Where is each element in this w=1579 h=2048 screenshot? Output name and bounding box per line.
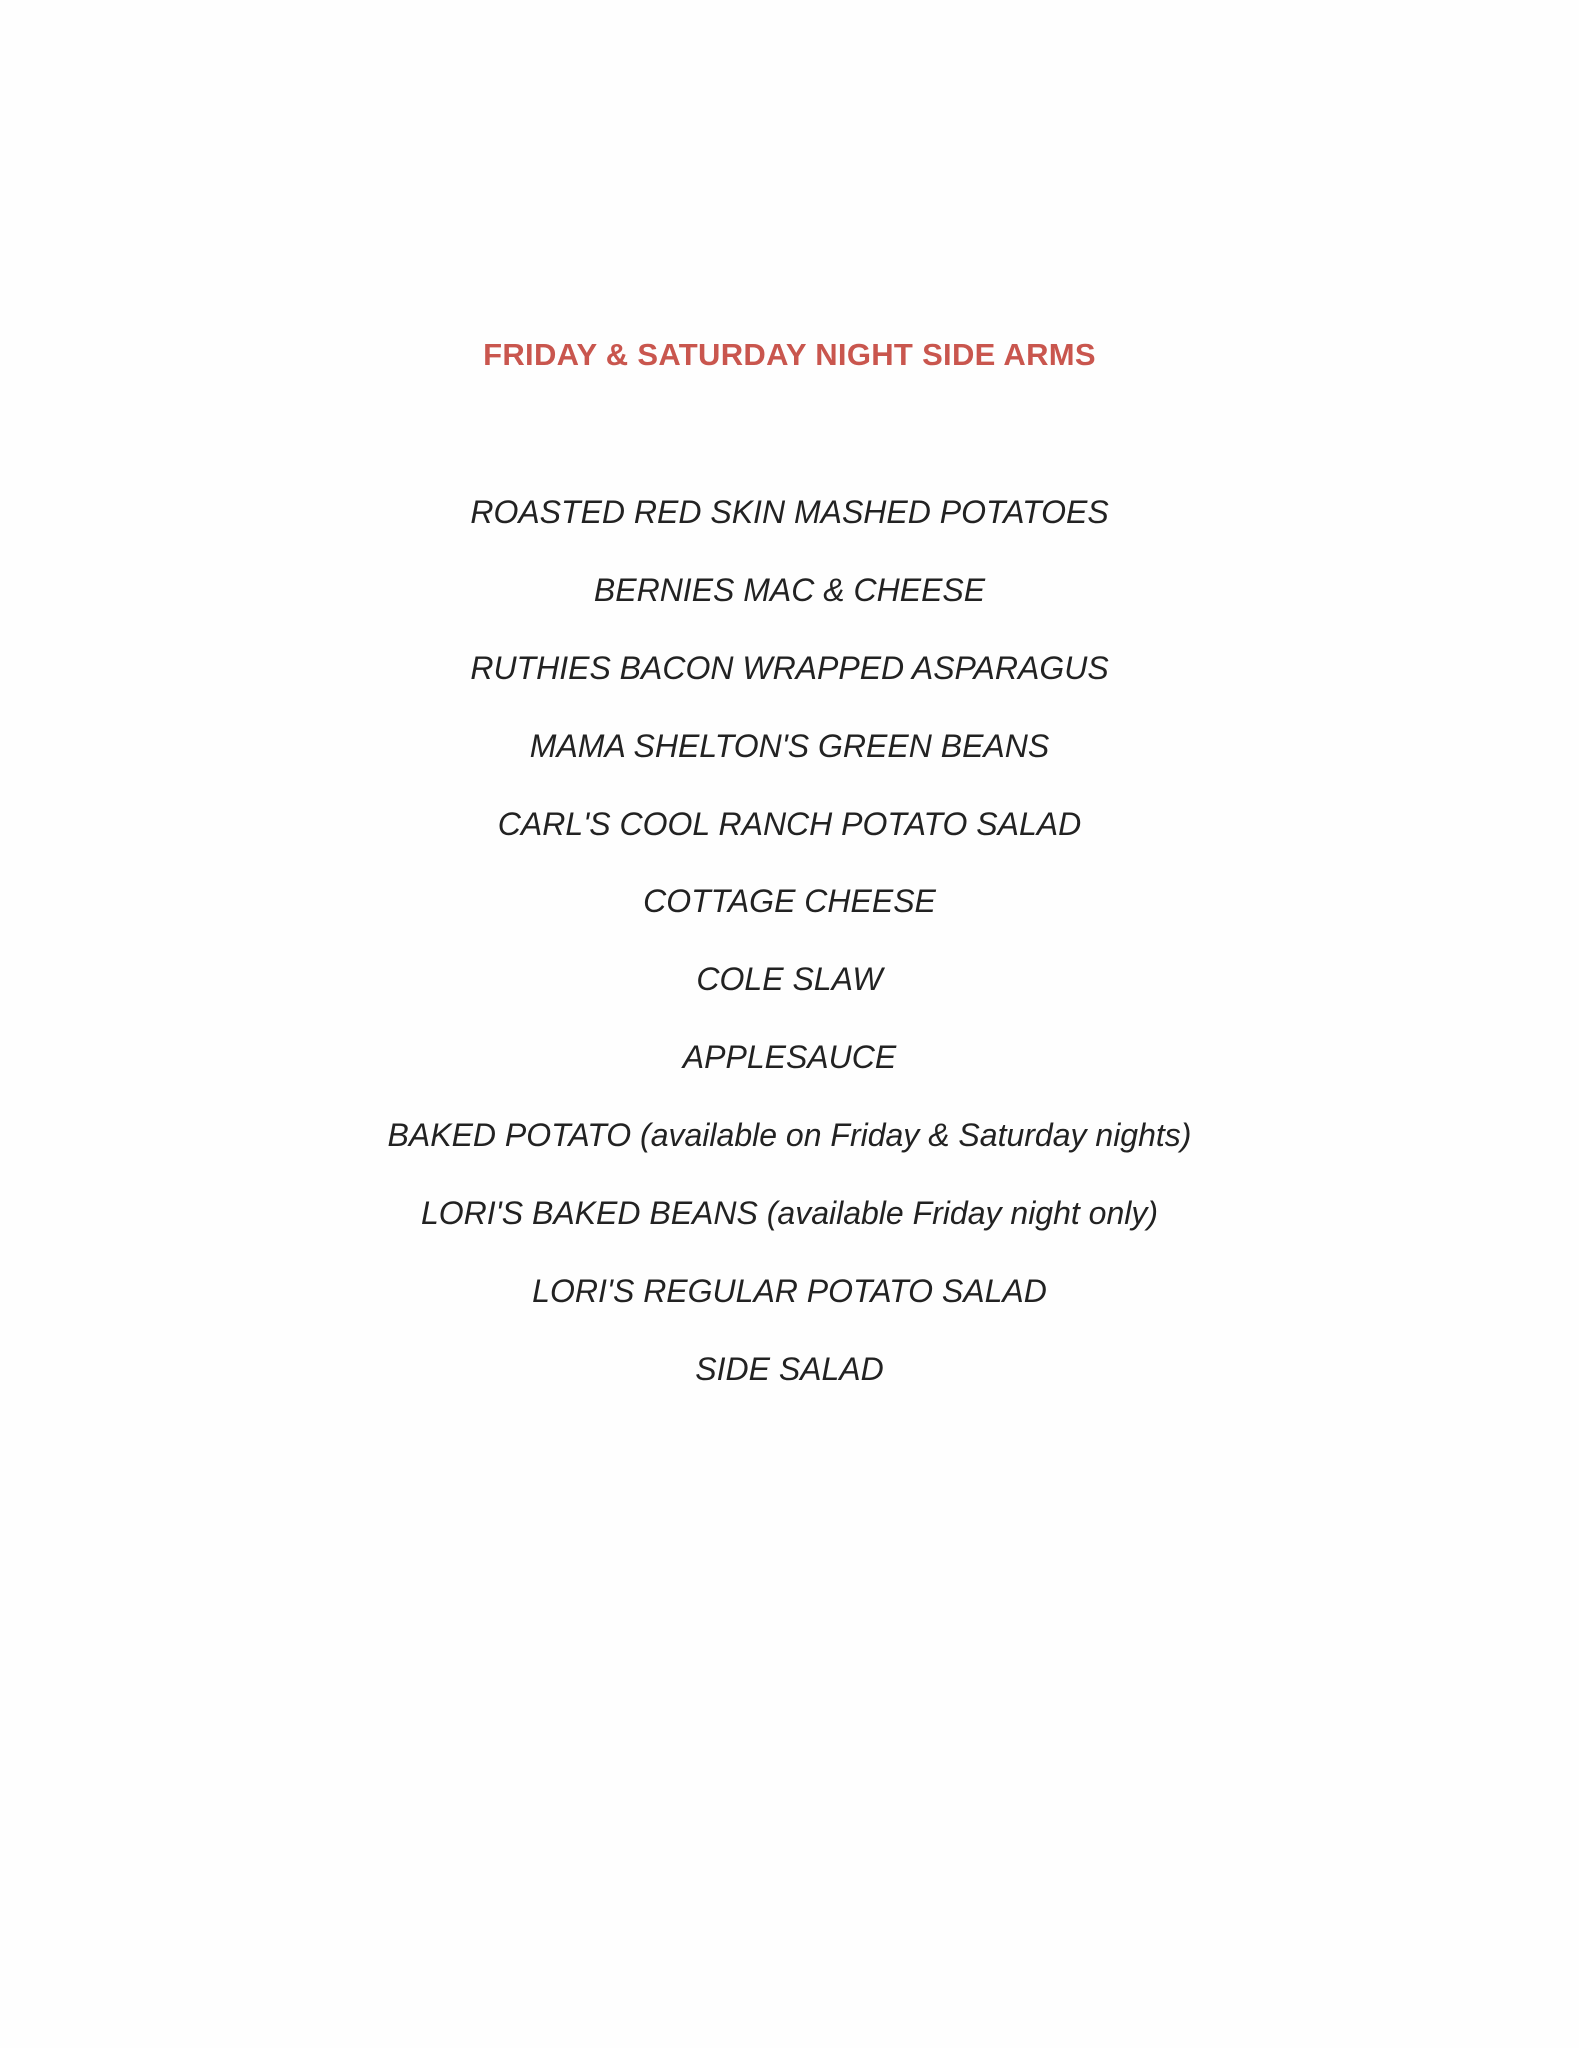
side-item: COTTAGE CHEESE — [643, 883, 936, 920]
side-item: MAMA SHELTON'S GREEN BEANS — [529, 727, 1050, 764]
side-item: ROASTED RED SKIN MASHED POTATOES — [470, 494, 1109, 530]
side-item: APPLESAUCE — [682, 1039, 897, 1076]
side-item: RUTHIES BACON WRAPPED ASPARAGUS — [470, 649, 1109, 686]
side-items-list — [0, 488, 1579, 1423]
side-item: BERNIES MAC & CHEESE — [593, 571, 986, 608]
side-item: COLE SLAW — [696, 961, 883, 998]
side-item: SIDE SALAD — [695, 1350, 884, 1387]
side-item: LORI'S REGULAR POTATO SALAD — [532, 1272, 1047, 1309]
side-item: CARL'S COOL RANCH POTATO SALAD — [497, 805, 1082, 842]
side-item: BAKED POTATO (available on Friday & Saturday nights) — [387, 1117, 1192, 1154]
side-item: LORI'S BAKED BEANS (available Friday night only) — [420, 1195, 1159, 1232]
menu-title: FRIDAY & SATURDAY NIGHT SIDE ARMS — [483, 337, 1096, 372]
